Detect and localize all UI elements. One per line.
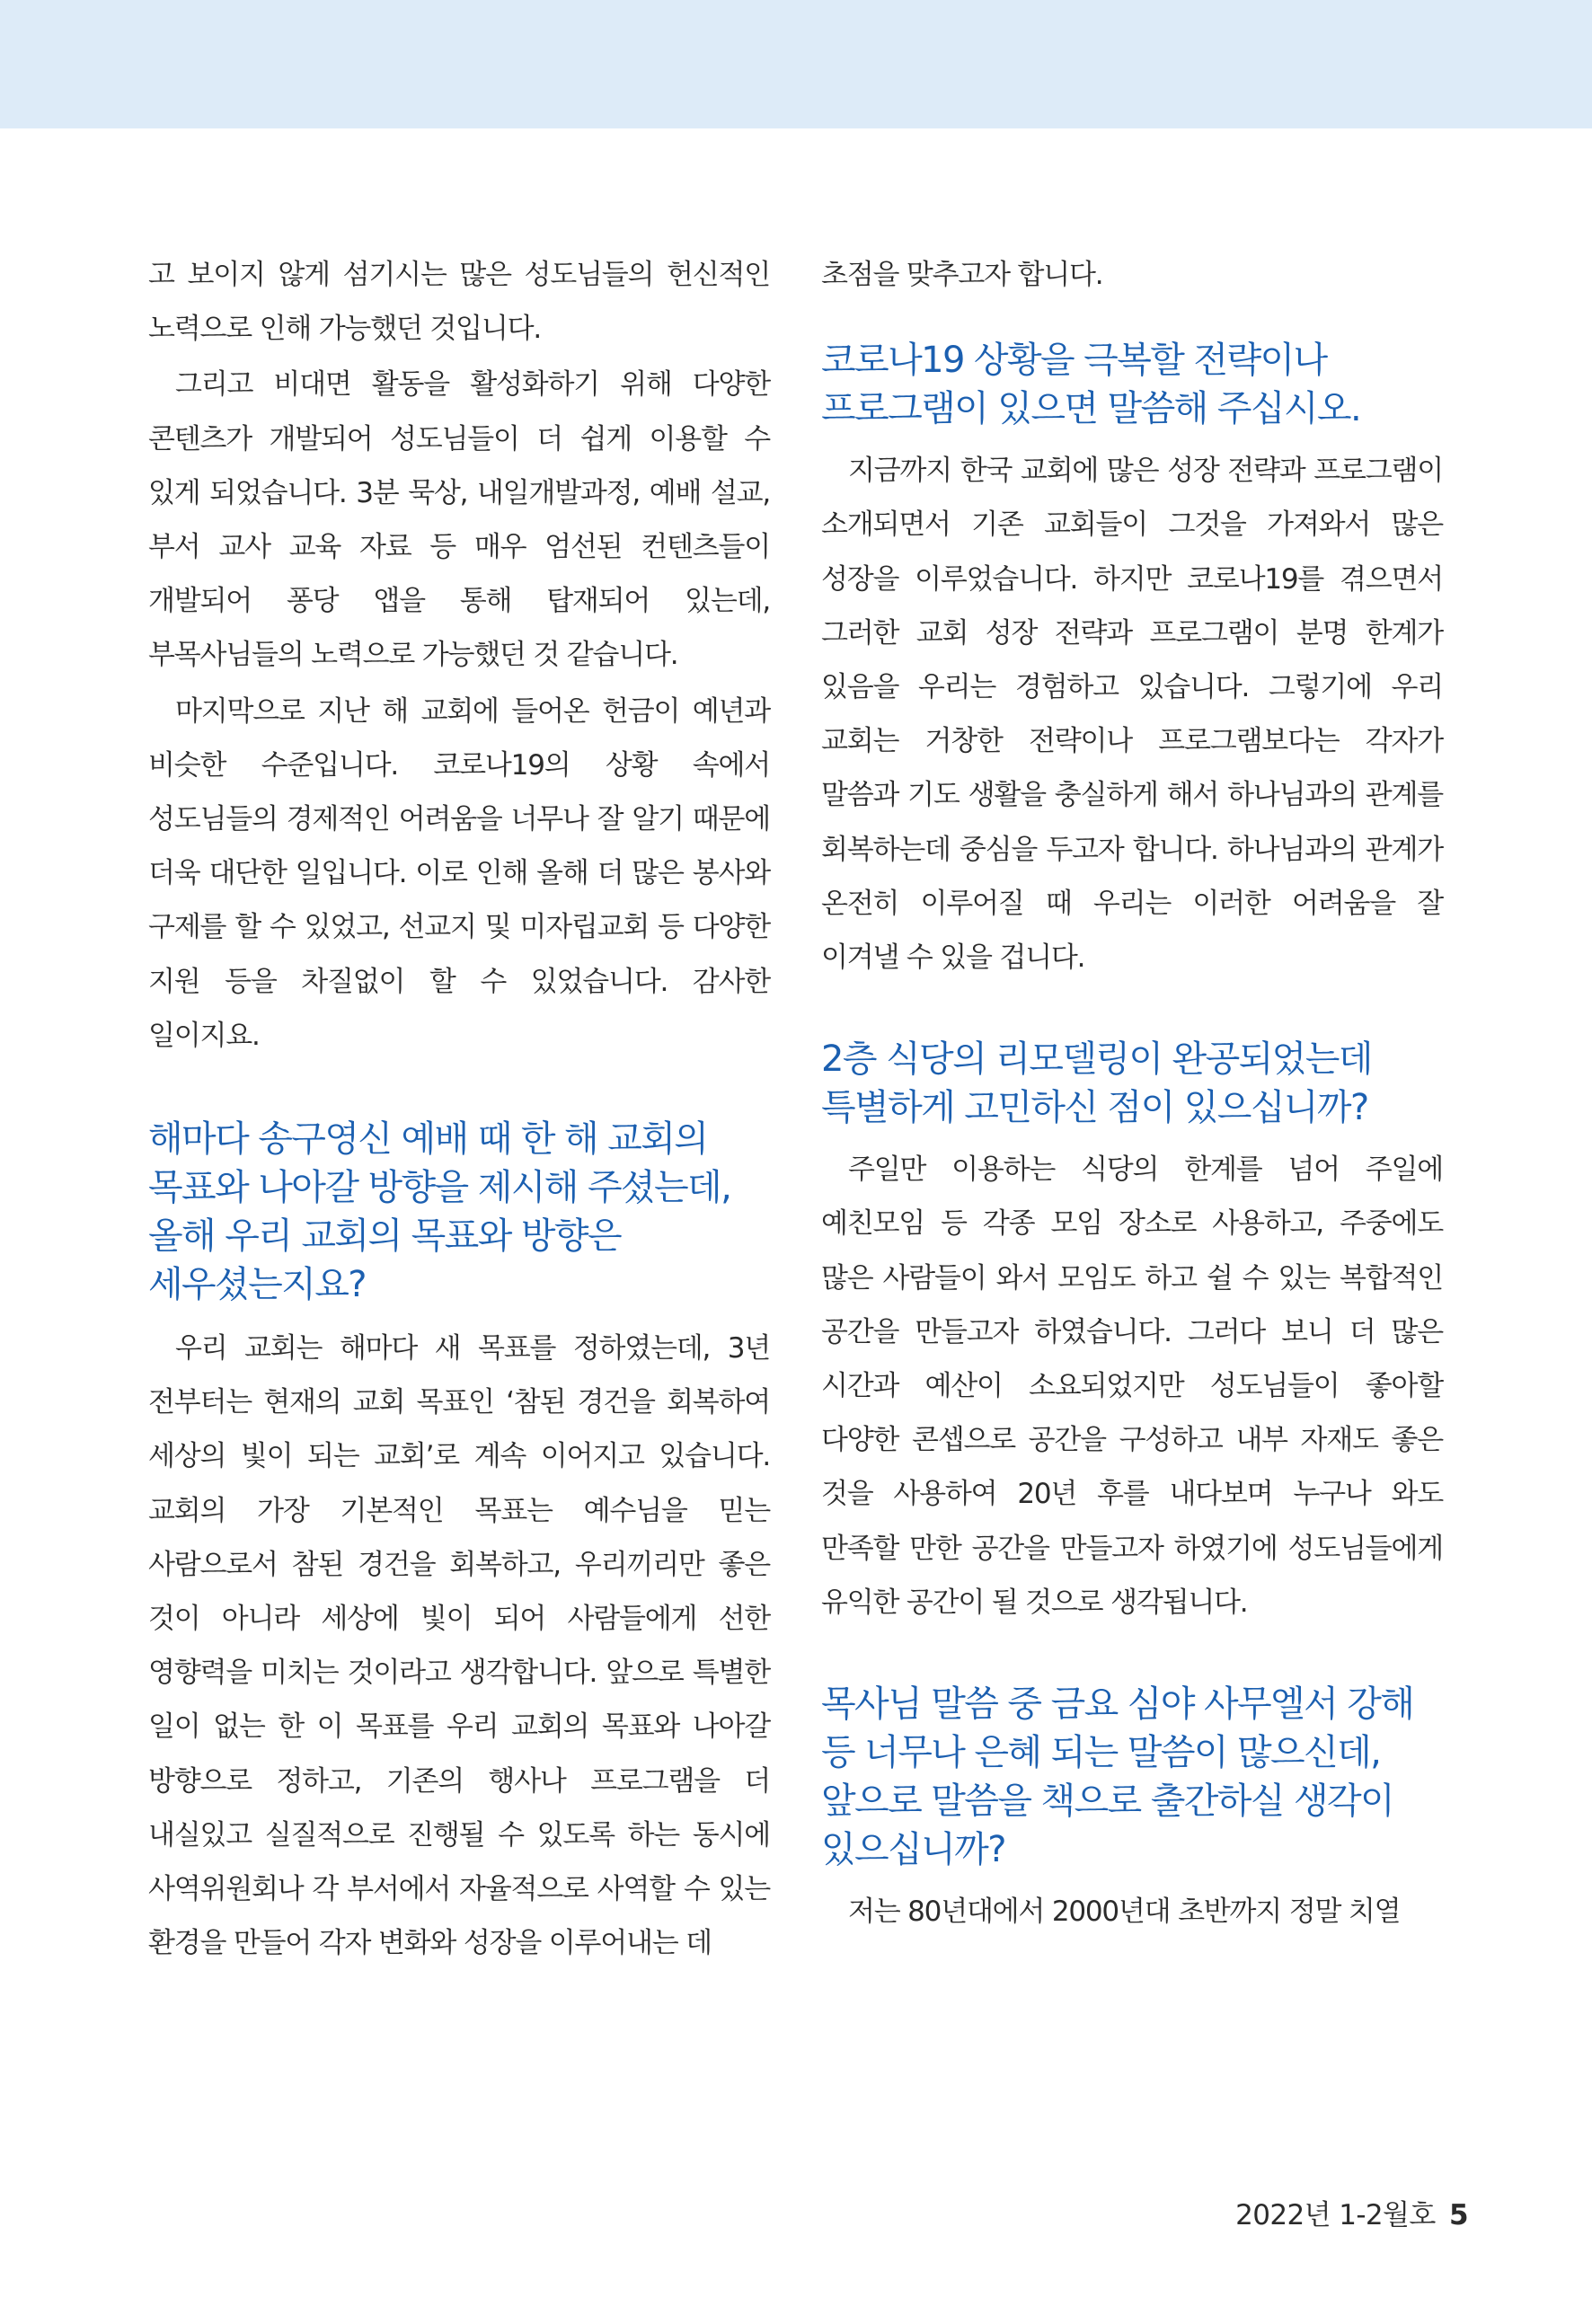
body-paragraph: 마지막으로 지난 해 교회에 들어온 헌금이 예년과 비슷한 수준입니다. 코로나19의 상황 속에서 성도님들의 경제적인 어려움을 너무나 잘 알기 때문에 더욱 대단한 일입니다. 이로 인해 올해 더 많은 봉사와 구제를 할 수 있었고, 선교지 및 미자립교회 등 다양한 지원 등을 차질없이 할 수 있었습니다. 감사한 일이지요. <box>148 694 770 1052</box>
body-paragraph: 초점을 맞추고자 합니다. <box>821 259 1103 291</box>
question-heading: 목사님 말씀 중 금요 심야 사무엘서 강해 등 너무나 은혜 되는 말씀이 많으신데, 앞으로 말씀을 책으로 출간하실 생각이 있으십니까? <box>821 1683 1414 1871</box>
body-paragraph: 고 보이지 않게 섬기시는 많은 성도님들의 헌신적인 노력으로 인해 가능했던 것입니다. <box>148 259 770 346</box>
question-heading: 2층 식당의 리모델링이 완공되었는데 특별하게 고민하신 점이 있으십니까? <box>821 1038 1372 1129</box>
issue-label: 2022년 1-2월호 <box>1235 2199 1436 2231</box>
right-column <box>821 248 1443 1939</box>
body-paragraph: 그리고 비대면 활동을 활성화하기 위해 다양한 콘텐츠가 개발되어 성도님들이 더 쉽게 이용할 수 있게 되었습니다. 3분 묵상, 내일개발과정, 예배 설교, 부서 교사 교육 자료 등 매우 엄선된 컨텐츠들이 개발되어 퐁당 앱을 통해 탑재되어 있는데, 부목사님들의 노력으로 가능했던 것 같습니다. <box>148 368 770 672</box>
question-heading: 코로나19 상황을 극복할 전략이나 프로그램이 있으면 말씀해 주십시오. <box>821 340 1361 430</box>
body-paragraph: 저는 80년대에서 2000년대 초반까지 정말 치열 <box>848 1895 1401 1929</box>
body-paragraph: 우리 교회는 해마다 새 목표를 정하였는데, 3년 전부터는 현재의 교회 목표인 ‘참된 경건을 회복하여 세상의 빛이 되는 교회’로 계속 이어지고 있습니다. 교회의 가장 기본적인 목표는 예수님을 믿는 사람으로서 참된 경건을 회복하고, 우리끼리만 좋은 것이 아니라 세상에 빛이 되어 사람들에게 선한 영향력을 미치는 것이라고 생각합니다. 앞으로 특별한 일이 없는 한 이 목표를 우리 교회의 목표와 나아갈 방향으로 정하고, 기존의 행사나 프로그램을 더 내실있고 실질적으로 진행될 수 있도록 하는 동시에 사역위원회나 각 부서에서 자율적으로 사역할 수 있는 환경을 만들어 각자 변화와 성장을 이루어내는 데 <box>148 1332 770 1960</box>
question-heading: 해마다 송구영신 예배 때 한 해 교회의 목표와 나아갈 방향을 제시해 주셨는데, 올해 우리 교회의 목표와 방향은 세우셨는지요? <box>148 1118 731 1306</box>
page-footer <box>1235 2192 1468 2232</box>
page-number: 5 <box>1449 2199 1468 2231</box>
body-paragraph: 지금까지 한국 교회에 많은 성장 전략과 프로그램이 소개되면서 기존 교회들이 그것을 가져와서 많은 성장을 이루었습니다. 하지만 코로나19를 겪으면서 그러한 교회 성장 전략과 프로그램이 분명 한계가 있음을 우리는 경험하고 있습니다. 그렇기에 우리 교회는 거창한 전략이나 프로그램보다는 각자가 말씀과 기도 생활을 충실하게 해서 하나님과의 관계를 회복하는데 중심을 두고자 합니다. 하나님과의 관계가 온전히 이루어질 때 우리는 이러한 어려움을 잘 이겨낼 수 있을 겁니다. <box>821 455 1443 975</box>
left-column <box>148 248 770 1970</box>
header-band <box>0 0 1592 128</box>
body-paragraph: 주일만 이용하는 식당의 한계를 넘어 주일에 예친모임 등 각종 모임 장소로 사용하고, 주중에도 많은 사람들이 와서 모임도 하고 쉴 수 있는 복합적인 공간을 만들고자 하였습니다. 그러다 보니 더 많은 시간과 예산이 소요되었지만 성도님들이 좋아할 다양한 콘셉으로 공간을 구성하고 내부 자재도 좋은 것을 사용하여 20년 후를 내다보며 누구나 와도 만족할 만한 공간을 만들고자 하였기에 성도님들에게 유익한 공간이 될 것으로 생각됩니다. <box>821 1153 1443 1619</box>
